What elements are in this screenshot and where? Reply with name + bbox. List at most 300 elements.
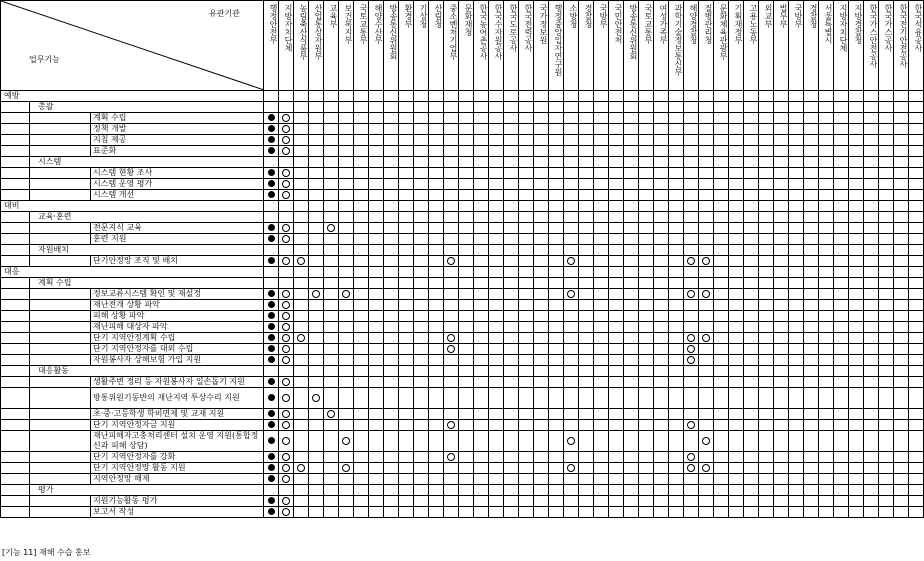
mark-cell xyxy=(429,420,444,431)
mark-cell xyxy=(894,300,909,311)
task-label: 지원기능활동 평가 xyxy=(91,496,264,507)
indent-cell xyxy=(1,485,30,496)
mark-cell xyxy=(879,322,894,333)
mark-cell xyxy=(714,256,729,267)
mark-cell xyxy=(309,366,324,377)
mark-cell xyxy=(294,267,309,278)
table-row xyxy=(1,223,924,234)
mark-cell xyxy=(459,431,474,452)
mark-cell xyxy=(819,135,834,146)
mark-cell xyxy=(264,157,279,168)
mark-cell xyxy=(519,91,534,102)
mark-cell xyxy=(864,267,879,278)
mark-cell xyxy=(294,474,309,485)
lead-agency-dot xyxy=(268,334,275,341)
mark-cell xyxy=(879,168,894,179)
mark-cell xyxy=(474,322,489,333)
mark-cell xyxy=(564,91,579,102)
mark-cell xyxy=(594,388,609,409)
mark-cell xyxy=(819,333,834,344)
mark-cell xyxy=(864,102,879,113)
mark-cell xyxy=(354,463,369,474)
mark-cell xyxy=(489,267,504,278)
mark-cell xyxy=(849,146,864,157)
task-label: 단기 지역안정자금 지원 xyxy=(91,420,264,431)
mark-cell xyxy=(909,245,924,256)
agency-name: 한국수자원공사 xyxy=(494,3,504,60)
lead-agency-dot xyxy=(268,394,275,401)
agency-name: 외교부 xyxy=(764,3,774,28)
support-agency-circle xyxy=(702,334,710,342)
mark-cell xyxy=(354,366,369,377)
agency-name: 국가정보원 xyxy=(539,3,549,44)
lead-agency-dot xyxy=(268,169,275,176)
mark-cell xyxy=(444,431,459,452)
mark-cell xyxy=(774,377,789,388)
mark-cell xyxy=(474,333,489,344)
mark-cell xyxy=(624,256,639,267)
mark-cell xyxy=(309,420,324,431)
mark-cell xyxy=(669,377,684,388)
mark-cell xyxy=(714,333,729,344)
mark-cell xyxy=(579,157,594,168)
task-label: 단기 지역안정망 활동 지원 xyxy=(91,463,264,474)
mark-cell xyxy=(714,146,729,157)
mark-cell xyxy=(729,113,744,124)
mark-cell xyxy=(354,333,369,344)
support-agency-circle xyxy=(297,334,305,342)
mark-cell xyxy=(594,278,609,289)
mark-cell xyxy=(399,289,414,300)
mark-cell xyxy=(744,377,759,388)
mark-cell xyxy=(549,311,564,322)
mark-cell xyxy=(534,377,549,388)
mark-cell xyxy=(519,124,534,135)
mark-cell xyxy=(504,355,519,366)
mark-cell xyxy=(324,333,339,344)
agency-header xyxy=(894,1,909,91)
mark-cell xyxy=(759,113,774,124)
mark-cell xyxy=(669,485,684,496)
mark-cell xyxy=(639,507,654,518)
mark-cell xyxy=(474,124,489,135)
mark-cell xyxy=(459,409,474,420)
mark-cell xyxy=(819,355,834,366)
mark-cell xyxy=(699,201,714,212)
mark-cell xyxy=(879,420,894,431)
agency-header xyxy=(279,1,294,91)
mark-cell xyxy=(564,463,579,474)
indent-cell xyxy=(30,289,91,300)
mark-cell xyxy=(294,507,309,518)
mark-cell xyxy=(549,256,564,267)
mark-cell xyxy=(549,179,564,190)
task-label: 단기안정망 조직 및 배치 xyxy=(91,256,264,267)
mark-cell xyxy=(459,190,474,201)
mark-cell xyxy=(774,333,789,344)
mark-cell xyxy=(444,355,459,366)
mark-cell xyxy=(909,113,924,124)
mark-cell xyxy=(489,289,504,300)
mark-cell xyxy=(324,344,339,355)
mark-cell xyxy=(894,289,909,300)
indent-cell xyxy=(1,355,30,366)
task-label: 전문지식 교육 xyxy=(91,223,264,234)
mark-cell xyxy=(669,333,684,344)
agency-header xyxy=(294,1,309,91)
mark-cell xyxy=(639,124,654,135)
mark-cell xyxy=(714,344,729,355)
mark-cell xyxy=(639,431,654,452)
mark-cell xyxy=(909,463,924,474)
mark-cell xyxy=(879,190,894,201)
task-label: 단기 지역안정자를 강화 xyxy=(91,452,264,463)
mark-cell xyxy=(729,267,744,278)
mark-cell xyxy=(294,256,309,267)
mark-cell xyxy=(669,289,684,300)
mark-cell xyxy=(759,168,774,179)
mark-cell xyxy=(519,452,534,463)
mark-cell xyxy=(399,157,414,168)
mark-cell xyxy=(879,124,894,135)
mark-cell xyxy=(624,507,639,518)
mark-cell xyxy=(519,212,534,223)
mark-cell xyxy=(759,463,774,474)
mark-cell xyxy=(864,135,879,146)
lead-agency-dot xyxy=(268,147,275,154)
mark-cell xyxy=(624,91,639,102)
mark-cell xyxy=(429,124,444,135)
mark-cell xyxy=(744,201,759,212)
mark-cell xyxy=(504,135,519,146)
mark-cell xyxy=(354,507,369,518)
support-agency-circle xyxy=(312,290,320,298)
mark-cell xyxy=(339,245,354,256)
mark-cell xyxy=(714,157,729,168)
support-agency-circle xyxy=(282,345,290,353)
mark-cell xyxy=(279,212,294,223)
support-agency-circle xyxy=(282,378,290,386)
support-agency-circle xyxy=(567,464,575,472)
mark-cell xyxy=(369,91,384,102)
mark-cell xyxy=(684,124,699,135)
mark-cell xyxy=(849,388,864,409)
mark-cell xyxy=(504,91,519,102)
mark-cell xyxy=(834,463,849,474)
mark-cell xyxy=(369,201,384,212)
mark-cell xyxy=(744,366,759,377)
mark-cell xyxy=(564,409,579,420)
mark-cell xyxy=(264,322,279,333)
mark-cell xyxy=(684,190,699,201)
mark-cell xyxy=(324,322,339,333)
mark-cell xyxy=(624,223,639,234)
mark-cell xyxy=(684,212,699,223)
mark-cell xyxy=(264,388,279,409)
agency-name: 지방자치단체 xyxy=(284,3,294,52)
support-agency-circle xyxy=(567,290,575,298)
mark-cell xyxy=(444,234,459,245)
mark-cell xyxy=(399,496,414,507)
mark-cell xyxy=(804,256,819,267)
mark-cell xyxy=(864,113,879,124)
mark-cell xyxy=(819,113,834,124)
mark-cell xyxy=(339,113,354,124)
mark-cell xyxy=(579,355,594,366)
mark-cell xyxy=(744,300,759,311)
indent-cell xyxy=(1,366,30,377)
mark-cell xyxy=(279,463,294,474)
mark-cell xyxy=(429,212,444,223)
mark-cell xyxy=(654,322,669,333)
mark-cell xyxy=(384,157,399,168)
table-row xyxy=(1,355,924,366)
indent-cell xyxy=(1,409,30,420)
mark-cell xyxy=(324,135,339,146)
mark-cell xyxy=(264,102,279,113)
mark-cell xyxy=(294,311,309,322)
mark-cell xyxy=(894,507,909,518)
mark-cell xyxy=(474,474,489,485)
mark-cell xyxy=(279,278,294,289)
mark-cell xyxy=(519,311,534,322)
mark-cell xyxy=(489,463,504,474)
mark-cell xyxy=(744,496,759,507)
mark-cell xyxy=(324,485,339,496)
mark-cell xyxy=(624,344,639,355)
mark-cell xyxy=(834,179,849,190)
mark-cell xyxy=(624,157,639,168)
mark-cell xyxy=(594,333,609,344)
mark-cell xyxy=(519,366,534,377)
mark-cell xyxy=(699,388,714,409)
function-axis-label: 업무기능 xyxy=(29,55,60,64)
mark-cell xyxy=(594,474,609,485)
mark-cell xyxy=(519,322,534,333)
mark-cell xyxy=(864,289,879,300)
mark-cell xyxy=(834,201,849,212)
mark-cell xyxy=(774,168,789,179)
table-row xyxy=(1,377,924,388)
mark-cell xyxy=(744,474,759,485)
mark-cell xyxy=(744,245,759,256)
mark-cell xyxy=(834,190,849,201)
mark-cell xyxy=(849,485,864,496)
mark-cell xyxy=(699,333,714,344)
agency-header xyxy=(714,1,729,91)
mark-cell xyxy=(519,113,534,124)
mark-cell xyxy=(849,256,864,267)
mark-cell xyxy=(759,420,774,431)
mark-cell xyxy=(909,420,924,431)
mark-cell xyxy=(594,234,609,245)
indent-cell xyxy=(30,146,91,157)
mark-cell xyxy=(489,201,504,212)
mark-cell xyxy=(354,201,369,212)
agency-header xyxy=(774,1,789,91)
mark-cell xyxy=(474,168,489,179)
support-agency-circle xyxy=(327,224,335,232)
mark-cell xyxy=(774,322,789,333)
mark-cell xyxy=(534,289,549,300)
mark-cell xyxy=(429,344,444,355)
mark-cell xyxy=(759,201,774,212)
mark-cell xyxy=(294,289,309,300)
table-row xyxy=(1,496,924,507)
mark-cell xyxy=(879,256,894,267)
mark-cell xyxy=(339,496,354,507)
support-agency-circle xyxy=(282,410,290,418)
mark-cell xyxy=(594,485,609,496)
mark-cell xyxy=(474,496,489,507)
mark-cell xyxy=(639,113,654,124)
mark-cell xyxy=(639,420,654,431)
mark-cell xyxy=(414,300,429,311)
mark-cell xyxy=(459,256,474,267)
mark-cell xyxy=(894,377,909,388)
mark-cell xyxy=(819,157,834,168)
support-agency-circle xyxy=(687,453,695,461)
mark-cell xyxy=(594,256,609,267)
mark-cell xyxy=(444,300,459,311)
mark-cell xyxy=(804,355,819,366)
mark-cell xyxy=(459,267,474,278)
mark-cell xyxy=(354,124,369,135)
mark-cell xyxy=(864,179,879,190)
mark-cell xyxy=(534,179,549,190)
mark-cell xyxy=(594,344,609,355)
mark-cell xyxy=(429,179,444,190)
mark-cell xyxy=(669,355,684,366)
mark-cell xyxy=(474,377,489,388)
mark-cell xyxy=(834,409,849,420)
indent-cell xyxy=(30,190,91,201)
mark-cell xyxy=(474,102,489,113)
mark-cell xyxy=(414,377,429,388)
indent-cell xyxy=(30,135,91,146)
mark-cell xyxy=(489,496,504,507)
mark-cell xyxy=(834,91,849,102)
mark-cell xyxy=(624,135,639,146)
mark-cell xyxy=(894,201,909,212)
mark-cell xyxy=(834,496,849,507)
mark-cell xyxy=(534,245,549,256)
mark-cell xyxy=(474,157,489,168)
indent-cell xyxy=(1,113,30,124)
mark-cell xyxy=(444,420,459,431)
agency-header xyxy=(804,1,819,91)
mark-cell xyxy=(774,124,789,135)
mark-cell xyxy=(459,322,474,333)
mark-cell xyxy=(789,113,804,124)
support-agency-circle xyxy=(282,475,290,483)
mark-cell xyxy=(504,474,519,485)
table-row xyxy=(1,420,924,431)
mark-cell xyxy=(384,256,399,267)
mark-cell xyxy=(549,344,564,355)
mark-cell xyxy=(384,234,399,245)
mark-cell xyxy=(879,463,894,474)
mark-cell xyxy=(309,344,324,355)
mark-cell xyxy=(504,409,519,420)
mark-cell xyxy=(669,179,684,190)
mark-cell xyxy=(819,474,834,485)
mark-cell xyxy=(714,452,729,463)
mark-cell xyxy=(264,278,279,289)
mark-cell xyxy=(834,333,849,344)
mark-cell xyxy=(414,322,429,333)
mark-cell xyxy=(399,344,414,355)
mark-cell xyxy=(744,311,759,322)
mark-cell xyxy=(384,355,399,366)
section-label: 예방 xyxy=(1,91,264,102)
mark-cell xyxy=(699,409,714,420)
table-row xyxy=(1,113,924,124)
mark-cell xyxy=(639,463,654,474)
mark-cell xyxy=(759,355,774,366)
mark-cell xyxy=(414,496,429,507)
mark-cell xyxy=(654,124,669,135)
mark-cell xyxy=(324,179,339,190)
indent-cell xyxy=(30,452,91,463)
mark-cell xyxy=(354,245,369,256)
mark-cell xyxy=(549,124,564,135)
mark-cell xyxy=(444,333,459,344)
mark-cell xyxy=(279,234,294,245)
subsection-label: 시스템 xyxy=(30,157,264,168)
mark-cell xyxy=(549,267,564,278)
mark-cell xyxy=(444,388,459,409)
mark-cell xyxy=(279,157,294,168)
mark-cell xyxy=(864,256,879,267)
mark-cell xyxy=(609,388,624,409)
mark-cell xyxy=(699,420,714,431)
mark-cell xyxy=(699,256,714,267)
mark-cell xyxy=(579,234,594,245)
mark-cell xyxy=(489,333,504,344)
mark-cell xyxy=(894,245,909,256)
mark-cell xyxy=(564,289,579,300)
mark-cell xyxy=(579,278,594,289)
mark-cell xyxy=(474,135,489,146)
mark-cell xyxy=(294,157,309,168)
mark-cell xyxy=(429,388,444,409)
mark-cell xyxy=(549,289,564,300)
mark-cell xyxy=(444,256,459,267)
mark-cell xyxy=(654,485,669,496)
mark-cell xyxy=(324,91,339,102)
mark-cell xyxy=(819,431,834,452)
mark-cell xyxy=(519,409,534,420)
mark-cell xyxy=(669,322,684,333)
mark-cell xyxy=(459,223,474,234)
mark-cell xyxy=(459,289,474,300)
mark-cell xyxy=(609,157,624,168)
mark-cell xyxy=(684,452,699,463)
mark-cell xyxy=(909,124,924,135)
agency-header xyxy=(399,1,414,91)
mark-cell xyxy=(264,485,279,496)
mark-cell xyxy=(309,377,324,388)
indent-cell xyxy=(1,300,30,311)
mark-cell xyxy=(519,485,534,496)
mark-cell xyxy=(354,344,369,355)
indent-cell xyxy=(1,212,30,223)
mark-cell xyxy=(414,223,429,234)
lead-agency-dot xyxy=(268,180,275,187)
mark-cell xyxy=(624,300,639,311)
section-row xyxy=(1,201,924,212)
